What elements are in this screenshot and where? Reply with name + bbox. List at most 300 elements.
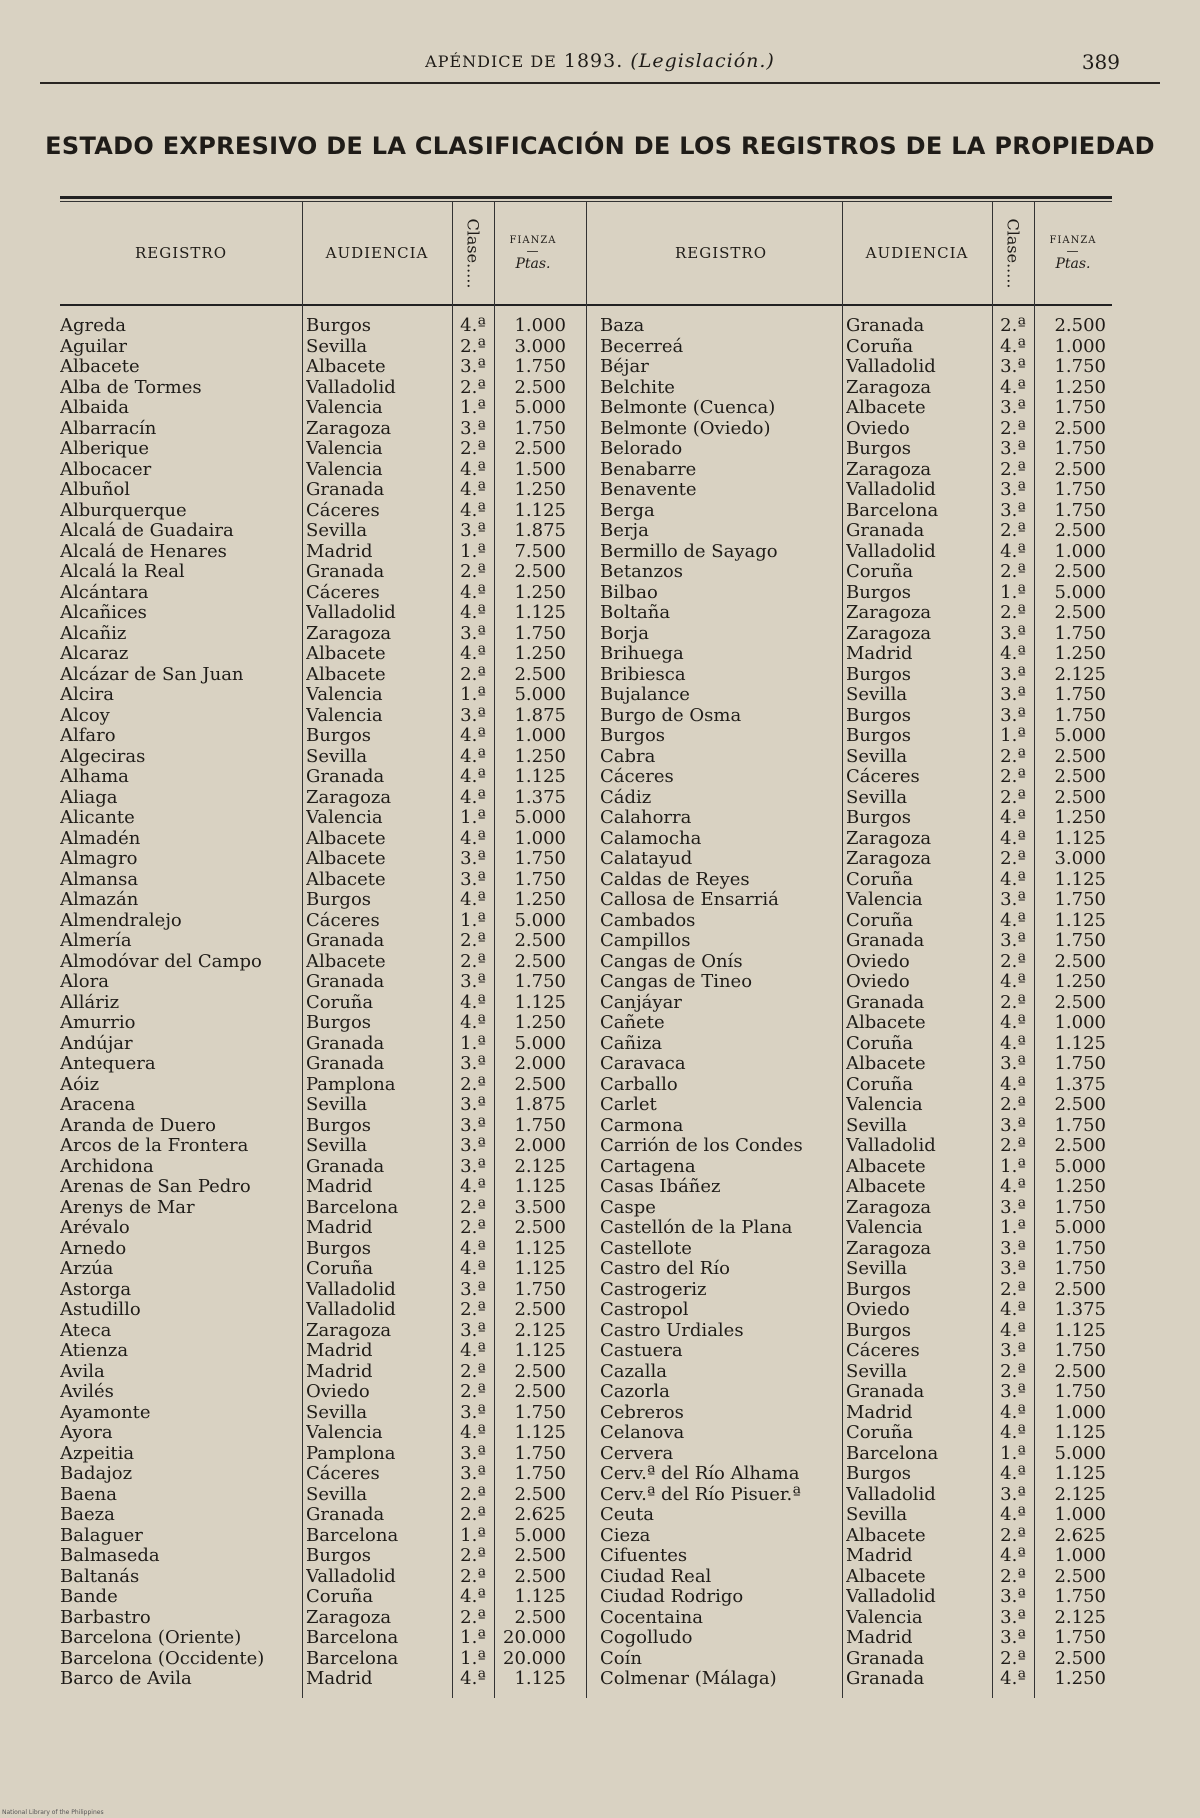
registro-cell: Burgos xyxy=(600,726,666,746)
audiencia-cell: Oviedo xyxy=(846,418,910,439)
registro-cell: Astorga xyxy=(60,1279,132,1300)
registro-cell: Azpeitia xyxy=(60,1443,135,1464)
table-row xyxy=(600,788,1112,809)
clase-cell: 2.ª xyxy=(1000,1095,1026,1115)
table-row xyxy=(600,1464,1112,1485)
registro-cell: Astudillo xyxy=(60,1300,141,1320)
fianza-cell: 1.750 xyxy=(514,972,566,992)
registro-cell: Calamocha xyxy=(600,828,702,849)
audiencia-cell: Granada xyxy=(846,992,925,1013)
clase-cell: 4.ª xyxy=(1000,1546,1026,1566)
clase-cell: 2.ª xyxy=(1000,849,1026,869)
table-row xyxy=(60,439,572,460)
table-row xyxy=(600,501,1112,522)
registro-cell: Castro del Río xyxy=(600,1259,730,1279)
audiencia-cell: Coruña xyxy=(846,1074,914,1095)
registro-cell: Burgo de Osma xyxy=(600,705,742,726)
clase-cell: 2.ª xyxy=(460,1218,486,1238)
fianza-cell: 2.125 xyxy=(1054,1607,1106,1628)
clase-cell: 2.ª xyxy=(460,439,486,459)
registro-cell: Ciudad Rodrigo xyxy=(600,1587,744,1607)
audiencia-cell: Coruña xyxy=(846,562,914,582)
table-row xyxy=(600,870,1112,891)
table-row xyxy=(600,562,1112,583)
fianza-cell: 5.000 xyxy=(1054,726,1106,746)
fianza-cell: 1.250 xyxy=(1054,1177,1106,1197)
fianza-cell: 2.500 xyxy=(514,1218,566,1238)
registro-cell: Aguilar xyxy=(60,336,127,357)
fianza-cell: 1.125 xyxy=(514,1259,566,1279)
registro-cell: Castellote xyxy=(600,1238,692,1259)
clase-cell: 2.ª xyxy=(1000,951,1026,972)
registro-cell: Cartagena xyxy=(600,1156,696,1177)
clase-cell: 3.ª xyxy=(460,705,486,726)
audiencia-cell: Valencia xyxy=(846,1218,923,1238)
fianza-cell: 2.500 xyxy=(514,1607,566,1628)
fianza-cell: 2.625 xyxy=(514,1505,566,1525)
fianza-cell: 1.750 xyxy=(1054,931,1106,951)
registro-cell: Alicante xyxy=(60,808,135,828)
table-row xyxy=(60,1628,572,1649)
audiencia-cell: Barcelona xyxy=(306,1197,399,1218)
table-row xyxy=(60,1280,572,1301)
fianza-cell: 1.125 xyxy=(1054,1464,1106,1484)
registro-cell: Aliaga xyxy=(60,787,118,808)
registro-cell: Cocentaina xyxy=(600,1607,703,1628)
audiencia-cell: Oviedo xyxy=(846,972,910,992)
fianza-cell: 5.000 xyxy=(514,1525,566,1546)
audiencia-cell: Sevilla xyxy=(306,1095,368,1115)
table-row xyxy=(600,1444,1112,1465)
fianza-cell: 1.125 xyxy=(514,1423,566,1443)
registro-cell: Arcos de la Frontera xyxy=(60,1136,249,1156)
clase-cell: 2.ª xyxy=(460,1505,486,1525)
registro-cell: Alfaro xyxy=(60,726,116,746)
fianza-cell: 1.000 xyxy=(514,828,566,849)
registro-cell: Barco de Avila xyxy=(60,1669,192,1689)
fianza-label: FIANZA xyxy=(1049,234,1097,246)
registro-cell: Berga xyxy=(600,500,655,521)
table-row xyxy=(600,398,1112,419)
audiencia-cell: Burgos xyxy=(846,582,912,603)
registro-cell: Alláriz xyxy=(60,992,120,1013)
registro-cell: Alcañiz xyxy=(60,623,127,644)
col-header-audiencia: AUDIENCIA xyxy=(865,244,969,262)
audiencia-cell: Sevilla xyxy=(846,1361,908,1382)
clase-cell: 3.ª xyxy=(1000,685,1026,705)
clase-cell: 1.ª xyxy=(460,1648,486,1669)
audiencia-cell: Cáceres xyxy=(306,582,380,603)
fianza-cell: 1.000 xyxy=(514,726,566,746)
fianza-cell: 1.000 xyxy=(1054,541,1106,562)
registro-cell: Arévalo xyxy=(60,1218,130,1238)
registro-cell: Almería xyxy=(60,931,132,951)
clase-cell: 4.ª xyxy=(460,1669,486,1689)
fianza-cell: 5.000 xyxy=(514,685,566,705)
col-header-fianza xyxy=(1034,202,1112,304)
fianza-cell: 2.500 xyxy=(514,377,566,398)
clase-cell: 3.ª xyxy=(1000,1115,1026,1136)
fianza-cell: 1.250 xyxy=(1054,808,1106,828)
clase-cell: 2.ª xyxy=(1000,1136,1026,1156)
clase-cell: 4.ª xyxy=(460,316,486,336)
audiencia-cell: Valencia xyxy=(306,1423,383,1443)
clase-cell: 4.ª xyxy=(1000,828,1026,849)
fianza-cell: 1.875 xyxy=(514,521,566,541)
table-row xyxy=(600,603,1112,624)
fianza-cell: 1.250 xyxy=(1054,972,1106,992)
clase-cell: 2.ª xyxy=(460,1074,486,1095)
registro-cell: Becerreá xyxy=(600,336,684,357)
registro-cell: Antequera xyxy=(60,1054,156,1074)
fianza-cell: 3.500 xyxy=(514,1197,566,1218)
fianza-cell: 1.000 xyxy=(1054,1402,1106,1423)
table-row xyxy=(600,1628,1112,1649)
table-row xyxy=(600,1649,1112,1670)
clase-cell: 4.ª xyxy=(460,644,486,664)
fianza-cell: 2.500 xyxy=(1054,767,1106,787)
registro-cell: Coín xyxy=(600,1648,642,1669)
clase-cell: 4.ª xyxy=(1000,336,1026,357)
audiencia-cell: Sevilla xyxy=(306,746,368,767)
fianza-cell: 1.125 xyxy=(514,1669,566,1689)
fianza-cell: 2.500 xyxy=(1054,316,1106,336)
audiencia-cell: Granada xyxy=(306,480,385,500)
audiencia-cell: Albacete xyxy=(306,849,386,869)
audiencia-cell: Valencia xyxy=(306,685,383,705)
audiencia-cell: Sevilla xyxy=(306,521,368,541)
audiencia-cell: Cáceres xyxy=(846,767,920,787)
fianza-cell: 1.750 xyxy=(1054,1341,1106,1361)
clase-cell: 4.ª xyxy=(1000,910,1026,931)
table-row xyxy=(60,1136,572,1157)
table-row xyxy=(60,1034,572,1055)
registro-cell: Alcañices xyxy=(60,603,147,623)
clase-cell: 4.ª xyxy=(1000,1505,1026,1525)
audiencia-cell: Zaragoza xyxy=(846,849,932,869)
fianza-cell: 2.500 xyxy=(1054,1095,1106,1115)
audiencia-cell: Albacete xyxy=(846,1525,926,1546)
clase-cell: 3.ª xyxy=(460,418,486,439)
audiencia-cell: Albacete xyxy=(846,1566,926,1587)
clase-cell: 1.ª xyxy=(460,1525,486,1546)
registro-cell: Alberique xyxy=(60,439,150,459)
audiencia-cell: Valencia xyxy=(306,705,383,726)
fianza-cell: 1.125 xyxy=(514,1587,566,1607)
fianza-cell: 1.125 xyxy=(514,500,566,521)
clase-cell: 4.ª xyxy=(1000,644,1026,664)
fianza-cell: 20.000 xyxy=(503,1628,566,1648)
fianza-cell: 2.500 xyxy=(1054,521,1106,541)
center-divider xyxy=(586,202,587,1698)
registro-cell: Balaguer xyxy=(60,1525,143,1546)
registro-cell: Albuñol xyxy=(60,480,131,500)
audiencia-cell: Burgos xyxy=(846,726,912,746)
registro-cell: Alcázar de San Juan xyxy=(60,664,244,685)
table-row xyxy=(60,1567,572,1588)
table-row xyxy=(600,624,1112,645)
clase-cell: 2.ª xyxy=(460,931,486,951)
clase-cell: 4.ª xyxy=(460,787,486,808)
audiencia-cell: Sevilla xyxy=(306,1136,368,1156)
clase-cell: 4.ª xyxy=(460,1013,486,1033)
clase-cell: 4.ª xyxy=(460,480,486,500)
registro-cell: Baza xyxy=(600,316,645,336)
audiencia-cell: Coruña xyxy=(846,869,914,890)
registro-cell: Almansa xyxy=(60,869,139,890)
registro-cell: Barcelona (Oriente) xyxy=(60,1628,242,1648)
registro-cell: Alcoy xyxy=(60,705,110,726)
clase-cell: 2.ª xyxy=(1000,1525,1026,1546)
registro-cell: Benavente xyxy=(600,480,697,500)
registro-cell: Castellón de la Plana xyxy=(600,1218,793,1238)
clase-cell: 3.ª xyxy=(460,1402,486,1423)
audiencia-cell: Sevilla xyxy=(846,1115,908,1136)
fianza-cell: 1.250 xyxy=(514,890,566,910)
table-row xyxy=(600,1546,1112,1567)
clase-cell: 3.ª xyxy=(460,1095,486,1115)
table-row xyxy=(600,1423,1112,1444)
audiencia-cell: Albacete xyxy=(846,1177,926,1197)
fianza-cell: 1.125 xyxy=(514,1341,566,1361)
fianza-unit: Ptas. xyxy=(1055,255,1091,272)
registro-cell: Arenys de Mar xyxy=(60,1197,195,1218)
registro-cell: Cangas de Tineo xyxy=(600,972,753,992)
fianza-cell: 2.500 xyxy=(1054,418,1106,439)
audiencia-cell: Granada xyxy=(306,1505,385,1525)
table-row xyxy=(60,1075,572,1096)
table-row xyxy=(600,890,1112,911)
table-row xyxy=(60,1157,572,1178)
table-row xyxy=(600,521,1112,542)
clase-cell: 2.ª xyxy=(1000,562,1026,582)
page-header xyxy=(40,50,1160,80)
audiencia-cell: Barcelona xyxy=(846,1443,939,1464)
audiencia-cell: Valencia xyxy=(846,1095,923,1115)
fianza-cell: 1.750 xyxy=(514,623,566,644)
table-row xyxy=(600,1177,1112,1198)
table-row xyxy=(60,1341,572,1362)
audiencia-cell: Zaragoza xyxy=(306,418,392,439)
fianza-cell: 2.500 xyxy=(514,1074,566,1095)
table-row xyxy=(60,1464,572,1485)
registro-cell: Algeciras xyxy=(60,746,146,767)
fianza-cell: 1.750 xyxy=(514,1279,566,1300)
registro-cell: Bilbao xyxy=(600,582,658,603)
fianza-cell: 1.750 xyxy=(514,1402,566,1423)
clase-cell: 2.ª xyxy=(460,1607,486,1628)
audiencia-cell: Zaragoza xyxy=(846,603,932,623)
table-row xyxy=(600,357,1112,378)
col-header-audiencia: AUDIENCIA xyxy=(325,244,429,262)
table-row xyxy=(60,1587,572,1608)
registro-cell: Albaida xyxy=(60,398,130,418)
fianza-cell: 1.750 xyxy=(514,1443,566,1464)
audiencia-cell: Zaragoza xyxy=(846,623,932,644)
registro-cell: Ateca xyxy=(60,1320,112,1341)
clase-cell: 2.ª xyxy=(460,336,486,357)
audiencia-cell: Sevilla xyxy=(846,1259,908,1279)
audiencia-cell: Zaragoza xyxy=(306,623,392,644)
audiencia-cell: Madrid xyxy=(306,1218,373,1238)
registro-cell: Borja xyxy=(600,623,649,644)
table-row xyxy=(60,419,572,440)
clase-cell: 2.ª xyxy=(460,1484,486,1505)
clase-cell: 4.ª xyxy=(1000,1669,1026,1689)
fianza-cell: 1.750 xyxy=(1054,1054,1106,1074)
table-row xyxy=(600,542,1112,563)
table-row xyxy=(600,747,1112,768)
table-row xyxy=(60,603,572,624)
fianza-cell: 1.750 xyxy=(1054,685,1106,705)
clase-cell: 4.ª xyxy=(1000,1402,1026,1423)
fianza-cell: 1.750 xyxy=(1054,623,1106,644)
clase-cell: 1.ª xyxy=(1000,1218,1026,1238)
audiencia-cell: Sevilla xyxy=(846,1505,908,1525)
audiencia-cell: Burgos xyxy=(846,1320,912,1341)
fianza-cell: 1.750 xyxy=(1054,357,1106,377)
table-row xyxy=(60,562,572,583)
fianza-cell: 2.500 xyxy=(1054,992,1106,1013)
clase-cell: 4.ª xyxy=(460,1341,486,1361)
fianza-cell: 1.750 xyxy=(1054,1238,1106,1259)
table-row xyxy=(60,1362,572,1383)
registro-cell: Cazalla xyxy=(600,1361,667,1382)
table-row xyxy=(60,1403,572,1424)
table-row xyxy=(60,521,572,542)
table-row xyxy=(600,993,1112,1014)
fianza-cell: 5.000 xyxy=(1054,1218,1106,1238)
clase-cell: 4.ª xyxy=(1000,1013,1026,1033)
audiencia-cell: Pamplona xyxy=(306,1443,396,1464)
registro-cell: Cañete xyxy=(600,1013,665,1033)
fianza-cell: 2.500 xyxy=(1054,1279,1106,1300)
fianza-label: FIANZA xyxy=(509,234,557,246)
table-row xyxy=(600,931,1112,952)
clase-cell: 4.ª xyxy=(460,767,486,787)
audiencia-cell: Zaragoza xyxy=(846,828,932,849)
audiencia-cell: Sevilla xyxy=(846,746,908,767)
fianza-cell: 2.500 xyxy=(514,1484,566,1505)
registro-cell: Cervera xyxy=(600,1443,674,1464)
registro-cell: Almendralejo xyxy=(60,910,182,931)
clase-cell: 3.ª xyxy=(1000,1259,1026,1279)
registro-cell: Castuera xyxy=(600,1341,683,1361)
clase-cell: 1.ª xyxy=(460,541,486,562)
table-row xyxy=(60,767,572,788)
table-row xyxy=(600,1157,1112,1178)
audiencia-cell: Madrid xyxy=(306,541,373,562)
audiencia-cell: Albacete xyxy=(846,1054,926,1074)
audiencia-cell: Burgos xyxy=(846,1464,912,1484)
clase-cell: 1.ª xyxy=(460,1033,486,1054)
registro-cell: Bande xyxy=(60,1587,118,1607)
registro-cell: Caspe xyxy=(600,1197,656,1218)
fianza-cell: 2.500 xyxy=(514,664,566,685)
registro-cell: Atienza xyxy=(60,1341,129,1361)
fianza-cell: 1.125 xyxy=(514,992,566,1013)
clase-cell: 4.ª xyxy=(1000,1464,1026,1484)
registro-cell: Belmonte (Cuenca) xyxy=(600,398,776,418)
registro-cell: Cerv.ª del Río Alhama xyxy=(600,1464,800,1484)
registro-cell: Caldas de Reyes xyxy=(600,869,750,890)
clase-cell: 3.ª xyxy=(460,869,486,890)
clase-cell: 4.ª xyxy=(460,500,486,521)
registro-cell: Agreda xyxy=(60,316,127,336)
audiencia-cell: Burgos xyxy=(306,1115,372,1136)
col-header-clase xyxy=(452,202,494,304)
fianza-cell: 1.125 xyxy=(514,1177,566,1197)
table-row xyxy=(600,665,1112,686)
registro-cell: Cazorla xyxy=(600,1382,670,1402)
table-row xyxy=(60,1669,572,1690)
registro-cell: Cambados xyxy=(600,910,696,931)
registro-cell: Castropol xyxy=(600,1300,689,1320)
registro-cell: Almagro xyxy=(60,849,138,869)
table-row xyxy=(60,398,572,419)
clase-cell: 2.ª xyxy=(1000,767,1026,787)
registro-cell: Cangas de Onís xyxy=(600,951,743,972)
fianza-cell: 1.125 xyxy=(1054,828,1106,849)
clase-cell: 1.ª xyxy=(460,808,486,828)
table-row xyxy=(60,316,572,337)
fianza-cell: 2.500 xyxy=(514,1361,566,1382)
audiencia-cell: Madrid xyxy=(846,1628,913,1648)
audiencia-cell: Burgos xyxy=(306,726,372,746)
audiencia-cell: Sevilla xyxy=(306,1484,368,1505)
audiencia-cell: Coruña xyxy=(306,1259,374,1279)
table-row xyxy=(60,890,572,911)
fianza-cell: 5.000 xyxy=(514,910,566,931)
table-row xyxy=(60,685,572,706)
clase-cell: 2.ª xyxy=(460,1566,486,1587)
fianza-cell: 2.500 xyxy=(1054,746,1106,767)
registro-cell: Alcaraz xyxy=(60,644,129,664)
clase-cell: 4.ª xyxy=(1000,972,1026,992)
table-row xyxy=(60,1239,572,1260)
registro-cell: Campillos xyxy=(600,931,691,951)
page-number: 389 xyxy=(1081,50,1120,74)
registro-cell: Alcira xyxy=(60,685,114,705)
table-row xyxy=(600,337,1112,358)
table-row xyxy=(60,1485,572,1506)
table-row xyxy=(600,1485,1112,1506)
registro-cell: Belorado xyxy=(600,439,683,459)
table-row xyxy=(600,1198,1112,1219)
fianza-unit: Ptas. xyxy=(515,255,551,272)
clase-cell: 4.ª xyxy=(460,582,486,603)
table-row xyxy=(60,788,572,809)
audiencia-cell: Barcelona xyxy=(846,500,939,521)
clase-cell: 2.ª xyxy=(1000,787,1026,808)
clase-cell: 4.ª xyxy=(1000,541,1026,562)
audiencia-cell: Granada xyxy=(306,1156,385,1177)
registro-cell: Almadén xyxy=(60,828,141,849)
fianza-cell: 1.875 xyxy=(514,705,566,726)
clase-cell: 3.ª xyxy=(1000,1484,1026,1505)
clase-cell: 2.ª xyxy=(460,1546,486,1566)
table-row xyxy=(600,1669,1112,1690)
table-row xyxy=(600,1075,1112,1096)
running-title-section: (Legislación.) xyxy=(630,50,775,72)
fianza-cell: 2.500 xyxy=(514,931,566,951)
fianza-cell: 2.000 xyxy=(514,1054,566,1074)
table-row xyxy=(600,644,1112,665)
table-row xyxy=(600,911,1112,932)
table-row xyxy=(600,1587,1112,1608)
table-row xyxy=(600,829,1112,850)
clase-cell: 1.ª xyxy=(1000,726,1026,746)
